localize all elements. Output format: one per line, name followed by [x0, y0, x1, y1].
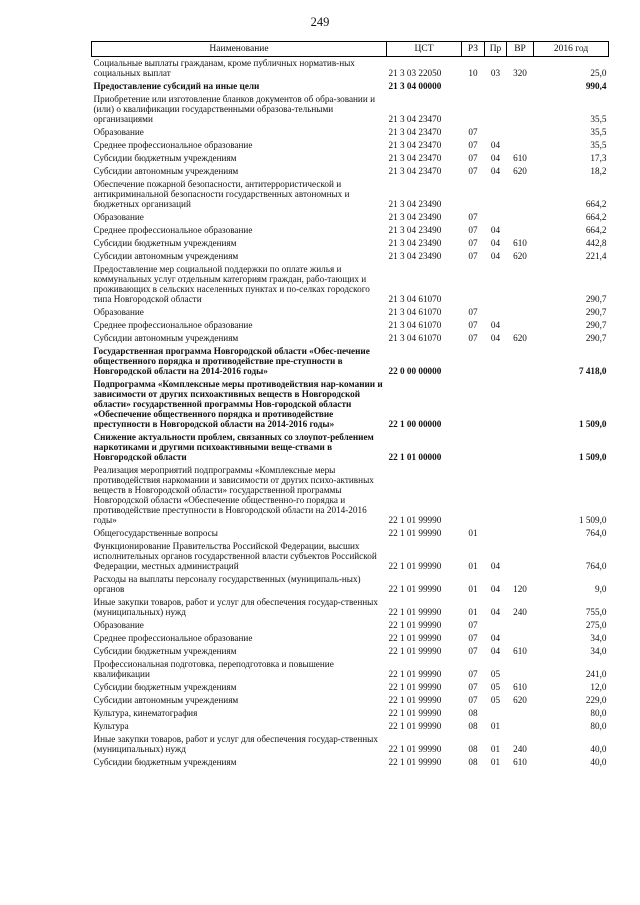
table-row: [92, 632, 609, 645]
row-amount: 290,7: [585, 333, 607, 343]
row-amount: 17,3: [590, 153, 607, 163]
row-pr: 04: [490, 333, 501, 343]
header-pr: Пр: [485, 42, 507, 57]
row-rz: [462, 263, 485, 306]
page-number: 249: [310, 15, 330, 29]
row-name: Снижение актуальности проблем, связанных со злоупот-реблением наркотиками и другими психоактивными веще-ствами в Новгородской области: [93, 432, 374, 462]
row-vr: [507, 319, 534, 332]
table-row: [92, 596, 609, 619]
row-rz: 07: [468, 166, 478, 176]
row-rz: 07: [468, 682, 478, 692]
row-rz: 07: [468, 212, 478, 222]
row-amount: 9,0: [595, 584, 607, 594]
row-rz: [462, 431, 485, 464]
row-amount: 40,0: [590, 757, 607, 767]
row-vr: 610: [513, 238, 527, 248]
row-amount: 442,8: [585, 238, 607, 248]
table-row: [92, 152, 609, 165]
row-vr: 120: [513, 584, 527, 594]
row-cst-code: 21 3 04 23470: [388, 114, 442, 124]
row-pr: 04: [490, 320, 501, 330]
row-rz: 07: [468, 646, 478, 656]
row-vr: 620: [513, 166, 527, 176]
row-pr: 04: [490, 584, 501, 594]
row-vr: [507, 431, 534, 464]
table-row: [92, 80, 609, 93]
row-cst-code: 22 0 00 00000: [388, 366, 442, 376]
table-row: [92, 527, 609, 540]
row-amount: 35,5: [590, 114, 607, 124]
row-vr: [507, 619, 534, 632]
table-row: [92, 540, 609, 573]
row-vr: 610: [513, 757, 527, 767]
row-vr: [507, 306, 534, 319]
row-vr: [507, 93, 534, 126]
row-name: Функционирование Правительства Российской Федерации, высших исполнительных органов государственной власти субъектов Российской Федерации, местных администраций: [93, 541, 377, 571]
row-cst-code: 21 3 04 23470: [388, 153, 442, 163]
row-amount: 664,2: [585, 212, 607, 222]
row-rz: 01: [468, 607, 478, 617]
row-rz: 08: [468, 757, 478, 767]
row-amount: 290,7: [585, 320, 607, 330]
table-row: [92, 378, 609, 431]
row-rz: 07: [468, 333, 478, 343]
row-amount: 221,4: [585, 251, 607, 261]
row-vr: [507, 632, 534, 645]
table-row: [92, 250, 609, 263]
row-name: Субсидии автономным учреждениям: [93, 695, 239, 705]
row-cst-code: 22 1 01 99990: [388, 682, 442, 692]
row-name: Общегосударственные вопросы: [93, 528, 218, 538]
row-pr: [485, 527, 507, 540]
row-rz: 01: [468, 561, 478, 571]
table-row: [92, 224, 609, 237]
row-rz: [462, 178, 485, 211]
row-cst-code: 21 3 04 23470: [388, 166, 442, 176]
row-rz: 01: [468, 584, 478, 594]
row-name: Социальные выплаты гражданам, кроме публичных норматив-ных социальных выплат: [93, 58, 355, 78]
row-amount: 764,0: [585, 561, 607, 571]
row-name: Образование: [93, 212, 144, 222]
row-vr: [507, 345, 534, 378]
row-cst-code: 21 3 04 61070: [388, 320, 442, 330]
row-vr: 240: [513, 607, 527, 617]
table-row: [92, 306, 609, 319]
row-rz: 07: [468, 251, 478, 261]
row-name: Субсидии бюджетным учреждениям: [93, 238, 237, 248]
row-rz: [462, 464, 485, 527]
row-name: Приобретение или изготовление бланков документов об обра-зовании и (или) о квалификации государственными образова-тельными организациями: [93, 94, 375, 124]
row-pr: [485, 306, 507, 319]
row-name: Предоставление мер социальной поддержки по оплате жилья и коммунальных услуг отдельным категориям граждан, рабо-тающих и проживающих в сельских населенных пунктах и по-селках городского типа Новгородской области: [93, 264, 370, 304]
row-vr: [507, 378, 534, 431]
row-cst-code: 21 3 04 23470: [388, 140, 442, 150]
row-name: Субсидии бюджетным учреждениям: [93, 153, 237, 163]
row-name: Субсидии автономным учреждениям: [93, 251, 239, 261]
row-cst-code: 21 3 04 23490: [388, 238, 442, 248]
row-amount: 80,0: [590, 721, 607, 731]
row-rz: 07: [468, 238, 478, 248]
row-amount: 1 509,0: [578, 419, 607, 429]
row-cst-code: 21 3 04 23490: [388, 212, 442, 222]
table-row: [92, 93, 609, 126]
row-pr: 05: [490, 682, 501, 692]
row-cst-code: 21 3 04 61070: [388, 307, 442, 317]
row-amount: 35,5: [590, 127, 607, 137]
row-cst-code: 22 1 01 99990: [388, 528, 442, 538]
row-vr: [507, 540, 534, 573]
table-row: [92, 720, 609, 733]
row-cst-code: 21 3 04 00000: [388, 81, 442, 91]
table-row: [92, 573, 609, 596]
row-name: Субсидии бюджетным учреждениям: [93, 757, 237, 767]
row-pr: 04: [490, 140, 501, 150]
table-row: [92, 464, 609, 527]
row-cst-code: 22 1 01 00000: [388, 452, 442, 462]
table-row: [92, 126, 609, 139]
row-amount: 35,5: [590, 140, 607, 150]
row-rz: 08: [468, 708, 478, 718]
row-rz: 07: [468, 127, 478, 137]
row-pr: [485, 378, 507, 431]
table-row: [92, 756, 609, 769]
row-vr: [507, 263, 534, 306]
row-pr: [485, 126, 507, 139]
row-amount: 290,7: [585, 294, 607, 304]
row-pr: 05: [490, 695, 501, 705]
row-cst-code: 22 1 01 99990: [388, 708, 442, 718]
table-row: [92, 165, 609, 178]
row-name: Образование: [93, 127, 144, 137]
header-rz: РЗ: [462, 42, 485, 57]
row-rz: [462, 93, 485, 126]
row-cst-code: 21 3 03 22050: [388, 68, 442, 78]
table-row: [92, 237, 609, 250]
row-cst-code: 22 1 01 99990: [388, 633, 442, 643]
row-amount: 664,2: [585, 199, 607, 209]
row-rz: 01: [468, 528, 478, 538]
row-pr: [485, 211, 507, 224]
row-pr: [485, 707, 507, 720]
row-cst-code: 22 1 01 99990: [388, 607, 442, 617]
row-pr: 01: [490, 721, 501, 731]
row-vr: [507, 658, 534, 681]
row-rz: [462, 80, 485, 93]
row-name: Иные закупки товаров, работ и услуг для обеспечения государ-ственных (муниципальных) нужд: [93, 597, 378, 617]
row-name: Обеспечение пожарной безопасности, антитеррористической и антикриминальной безопасности государственных автономных и бюджетных организаций: [93, 179, 350, 209]
row-amount: 229,0: [585, 695, 607, 705]
table-row: [92, 681, 609, 694]
row-name: Культура: [93, 721, 129, 731]
row-vr: 610: [513, 646, 527, 656]
row-vr: [507, 178, 534, 211]
row-pr: [485, 263, 507, 306]
header-cst: ЦСТ: [387, 42, 462, 57]
row-rz: 07: [468, 620, 478, 630]
row-amount: 764,0: [585, 528, 607, 538]
row-name: Иные закупки товаров, работ и услуг для обеспечения государ-ственных (муниципальных) нужд: [93, 734, 378, 754]
row-name: Субсидии бюджетным учреждениям: [93, 682, 237, 692]
row-cst-code: 22 1 01 99990: [388, 620, 442, 630]
row-cst-code: 22 1 01 99990: [388, 515, 442, 525]
table-row: [92, 57, 609, 81]
row-pr: 04: [490, 251, 501, 261]
row-rz: 07: [468, 153, 478, 163]
row-pr: [485, 431, 507, 464]
table-row: [92, 211, 609, 224]
row-pr: 01: [490, 744, 501, 754]
row-cst-code: 21 3 04 61070: [388, 333, 442, 343]
row-cst-code: 21 3 04 23490: [388, 199, 442, 209]
row-cst-code: 22 1 01 99990: [388, 584, 442, 594]
table-header-row: [92, 42, 609, 57]
row-name: Государственная программа Новгородской области «Обес-печение общественного порядка и противодействие пре-ступности в Новгородской области на 2014-2016 годы»: [93, 346, 370, 376]
row-rz: 07: [468, 307, 478, 317]
row-amount: 290,7: [585, 307, 607, 317]
row-vr: 620: [513, 251, 527, 261]
row-vr: [507, 707, 534, 720]
row-name: Среднее профессиональное образование: [93, 140, 253, 150]
row-name: Предоставление субсидий на иные цели: [93, 81, 260, 91]
row-amount: 664,2: [585, 225, 607, 235]
row-pr: 04: [490, 153, 501, 163]
row-pr: [485, 80, 507, 93]
row-cst-code: 22 1 01 99990: [388, 757, 442, 767]
table-row: [92, 733, 609, 756]
row-vr: [507, 126, 534, 139]
row-cst-code: 22 1 01 99990: [388, 695, 442, 705]
row-cst-code: 21 3 04 23490: [388, 225, 442, 235]
table-row: [92, 319, 609, 332]
row-name: Субсидии автономным учреждениям: [93, 166, 239, 176]
row-cst-code: 22 1 01 99990: [388, 744, 442, 754]
row-vr: 620: [513, 333, 527, 343]
row-rz: 07: [468, 225, 478, 235]
table-row: [92, 707, 609, 720]
row-amount: 40,0: [590, 744, 607, 754]
row-rz: 10: [468, 68, 478, 78]
row-name: Подпрограмма «Комплексные меры противодействия нар-комании и зависимости от других психоактивных веществ в Новгородской области» государственной программы Нов-городской области «Обеспечение общественного порядка и противодействие преступности в Новгородской области на 2014-2016 годы»: [93, 379, 383, 429]
table-row: [92, 332, 609, 345]
table-row: [92, 139, 609, 152]
row-amount: 1 509,0: [578, 452, 607, 462]
header-vr: ВР: [507, 42, 534, 57]
row-pr: 03: [490, 68, 501, 78]
row-amount: 18,2: [590, 166, 607, 176]
row-amount: 25,0: [590, 68, 607, 78]
row-pr: 04: [490, 607, 501, 617]
row-rz: 07: [468, 140, 478, 150]
row-vr: 240: [513, 744, 527, 754]
row-amount: 1 509,0: [578, 515, 607, 525]
row-amount: 12,0: [590, 682, 607, 692]
row-pr: 01: [490, 757, 501, 767]
row-pr: [485, 93, 507, 126]
row-vr: [507, 224, 534, 237]
row-pr: 04: [490, 166, 501, 176]
row-cst-code: 22 1 01 99990: [388, 721, 442, 731]
budget-table: [91, 41, 609, 769]
row-pr: 04: [490, 561, 501, 571]
row-vr: 610: [513, 682, 527, 692]
header-name: Наименование: [92, 42, 387, 57]
row-vr: 620: [513, 695, 527, 705]
row-name: Расходы на выплаты персоналу государственных (муниципаль-ных) органов: [93, 574, 361, 594]
row-amount: 241,0: [585, 669, 607, 679]
header-sum: 2016 год: [534, 42, 609, 57]
row-cst-code: 22 1 01 99990: [388, 669, 442, 679]
row-cst-code: 21 3 04 23490: [388, 251, 442, 261]
row-name: Субсидии бюджетным учреждениям: [93, 646, 237, 656]
row-rz: 08: [468, 744, 478, 754]
row-rz: [462, 345, 485, 378]
row-pr: [485, 464, 507, 527]
row-vr: [507, 527, 534, 540]
row-vr: 610: [513, 153, 527, 163]
row-rz: [462, 378, 485, 431]
row-cst-code: 21 3 04 23470: [388, 127, 442, 137]
table-row: [92, 263, 609, 306]
table-row: [92, 645, 609, 658]
row-amount: 7 418,0: [578, 366, 607, 376]
row-cst-code: 21 3 04 61070: [388, 294, 442, 304]
row-pr: [485, 345, 507, 378]
row-rz: 07: [468, 633, 478, 643]
row-rz: 07: [468, 320, 478, 330]
table-row: [92, 345, 609, 378]
row-amount: 275,0: [585, 620, 607, 630]
row-vr: [507, 139, 534, 152]
row-vr: 320: [513, 68, 527, 78]
row-cst-code: 22 1 01 99990: [388, 646, 442, 656]
row-cst-code: 22 1 00 00000: [388, 419, 442, 429]
row-amount: 755,0: [585, 607, 607, 617]
row-rz: 07: [468, 669, 478, 679]
row-amount: 990,4: [585, 81, 607, 91]
table-row: [92, 178, 609, 211]
table-row: [92, 694, 609, 707]
row-name: Образование: [93, 620, 144, 630]
row-rz: 07: [468, 695, 478, 705]
row-amount: 34,0: [590, 646, 607, 656]
row-pr: 04: [490, 646, 501, 656]
table-row: [92, 619, 609, 632]
row-cst-code: 22 1 01 99990: [388, 561, 442, 571]
row-name: Культура, кинематография: [93, 708, 198, 718]
table-row: [92, 658, 609, 681]
row-name: Реализация мероприятий подпрограммы «Комплексные меры противодействия наркомании и зависимости от других психо-активных веществ в Новгородской области» государственной программы Новгородской области «Обеспечение общественно-го порядка и противодействие преступности в Новгородской области на 2014-2016 годы»: [93, 465, 374, 525]
row-pr: [485, 619, 507, 632]
row-rz: 08: [468, 721, 478, 731]
row-name: Среднее профессиональное образование: [93, 320, 253, 330]
row-amount: 34,0: [590, 633, 607, 643]
row-name: Субсидии автономным учреждениям: [93, 333, 239, 343]
row-pr: 04: [490, 238, 501, 248]
row-name: Профессиональная подготовка, переподготовка и повышение квалификации: [93, 659, 334, 679]
row-pr: [485, 178, 507, 211]
row-pr: 04: [490, 633, 501, 643]
row-name: Образование: [93, 307, 144, 317]
row-name: Среднее профессиональное образование: [93, 225, 253, 235]
row-pr: 04: [490, 225, 501, 235]
row-pr: 05: [490, 669, 501, 679]
row-name: Среднее профессиональное образование: [93, 633, 253, 643]
row-vr: [507, 80, 534, 93]
row-amount: 80,0: [590, 708, 607, 718]
table-row: [92, 431, 609, 464]
row-vr: [507, 464, 534, 527]
row-vr: [507, 211, 534, 224]
row-vr: [507, 720, 534, 733]
